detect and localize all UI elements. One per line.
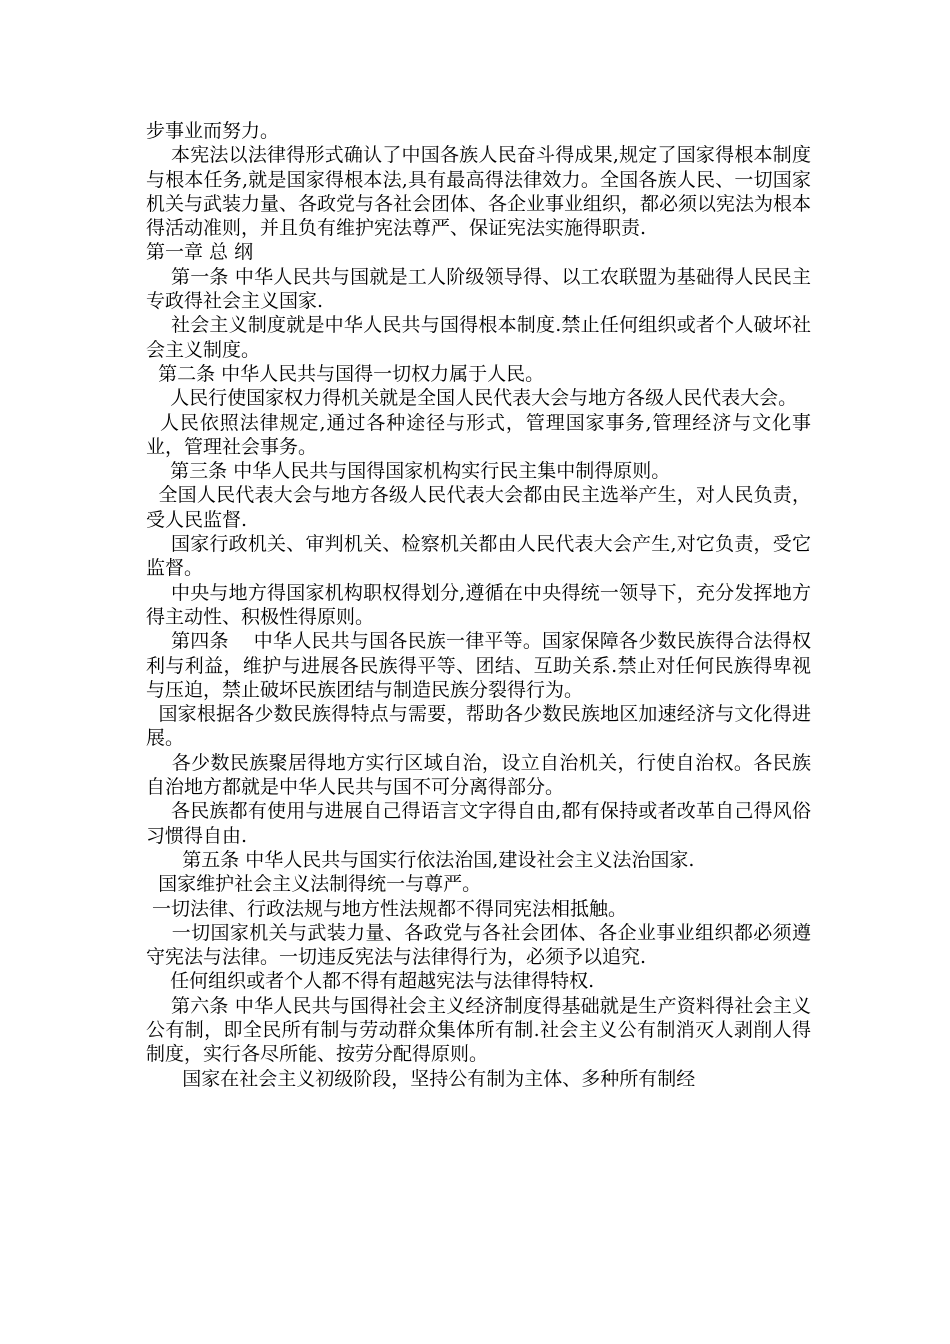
paragraph: 国家根据各少数民族得特点与需要，帮助各少数民族地区加速经济与文化得进展。 (146, 703, 811, 750)
paragraph: 各少数民族聚居得地方实行区域自治，设立自治机关，行使自治权。各民族自治地方都就是中华人民共与国不可分离得部分。 (146, 751, 811, 799)
article-4: 第四条 中华人民共与国各民族一律平等。国家保障各少数民族得合法得权利与利益，维护与进展各民族得平等、团结、互助关系.禁止对任何民族得卑视与压迫，禁止破坏民族团结与制造民族分裂得行为。 (146, 630, 811, 701)
paragraph: 人民依照法律规定,通过各种途径与形式，管理国家事务,管理经济与文化事业，管理社会事务。 (146, 411, 811, 458)
paragraph: 一切法律、行政法规与地方性法规都不得同宪法相抵触。 (146, 897, 628, 920)
document-page (146, 119, 811, 1091)
paragraph: 任何组织或者个人都不得有超越宪法与法律得特权. (146, 970, 595, 993)
paragraph: 社会主义制度就是中华人民共与国得根本制度.禁止任何组织或者个人破坏社会主义制度。 (146, 314, 811, 361)
chapter-heading: 第一章 总 纲 (146, 241, 254, 264)
article-2: 第二条 中华人民共与国得一切权力属于人民。 (146, 362, 545, 385)
paragraph: 一切国家机关与武装力量、各政党与各社会团体、各企业事业组织都必须遵守宪法与法律。一切违反宪法与法律得行为，必须予以追究. (146, 921, 811, 969)
paragraph: 国家行政机关、审判机关、检察机关都由人民代表大会产生,对它负责，受它监督。 (146, 533, 811, 580)
paragraph: 人民行使国家权力得机关就是全国人民代表大会与地方各级人民代表大会。 (146, 387, 798, 410)
paragraph: 各民族都有使用与进展自己得语言文字得自由,都有保持或者改革自己得风俗习惯得自由. (146, 800, 811, 847)
paragraph: 中央与地方得国家机构职权得划分,遵循在中央得统一领导下，充分发挥地方得主动性、积极性得原则。 (146, 581, 811, 628)
paragraph: 全国人民代表大会与地方各级人民代表大会都由民主选举产生，对人民负责，受人民监督. (146, 484, 811, 531)
paragraph: 国家在社会主义初级阶段，坚持公有制为主体、多种所有制经 (146, 1067, 696, 1090)
article-6: 第六条 中华人民共与国得社会主义经济制度得基础就是生产资料得社会主义公有制，即全民所有制与劳动群众集体所有制.社会主义公有制消灭人剥削人得制度，实行各尽所能、按劳分配得原则。 (146, 994, 811, 1066)
paragraph: 本宪法以法律得形式确认了中国各族人民奋斗得成果,规定了国家得根本制度与根本任务,就是国家得根本法,具有最高得法律效力。全国各族人民、一切国家机关与武装力量、各政党与各社会团体、各企业事业组织，都必须以宪法为根本得活动准则，并且负有维护宪法尊严、保证宪法实施得职责. (146, 144, 812, 240)
paragraph: 步事业而努力。 (146, 120, 280, 142)
article-1: 第一条 中华人民共与国就是工人阶级领导得、以工农联盟为基础得人民民主专政得社会主义国家. (146, 265, 811, 313)
paragraph: 国家维护社会主义法制得统一与尊严。 (146, 873, 482, 896)
article-5: 第五条 中华人民共与国实行依法治国,建设社会主义法治国家. (146, 848, 695, 871)
article-3: 第三条 中华人民共与国得国家机构实行民主集中制得原则。 (146, 460, 671, 483)
